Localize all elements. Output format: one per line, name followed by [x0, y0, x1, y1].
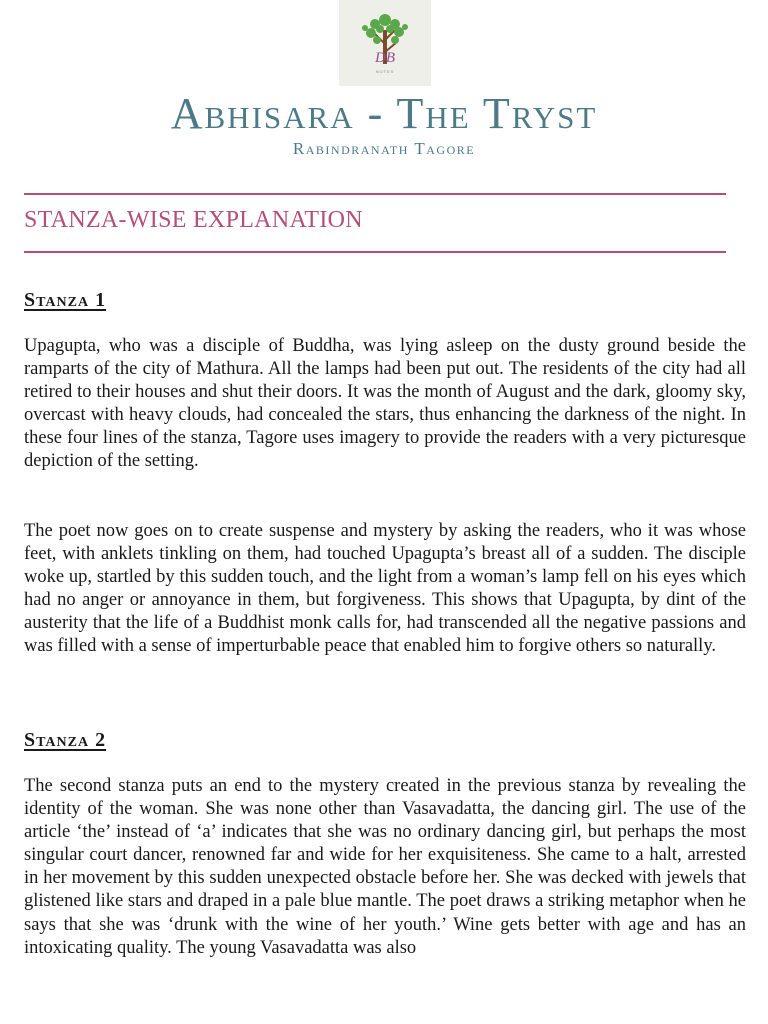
logo-caption: NOTES	[375, 69, 395, 74]
section-heading: STANZA-WISE EXPLANATION	[24, 207, 363, 233]
stanza-2-heading: Stanza 2	[24, 729, 107, 751]
stanza-1-heading: Stanza 1	[24, 289, 107, 311]
tree-logo-icon	[339, 0, 431, 86]
logo	[339, 0, 431, 86]
stanza-1-paragraph-2: The poet now goes on to create suspense and mystery by asking the readers, who it was whose feet, with anklets tinkling on them, had touched Upagupta’s breast all of a sudden. The disciple woke up, startled by this sudden touch, and the light from a woman’s lamp fell on his eyes which had no anger or annoyance in them, but forgiveness. This shows that Upagupta, by dint of the austerity that the life of a Buddhist monk calls for, had transcended all the negative passions and was filled with a sense of imperturbable peace that enabled him to forgive others so naturally.	[24, 521, 746, 657]
stanza-1-paragraph-1: Upagupta, who was a disciple of Buddha, was lying asleep on the dusty ground beside the ramparts of the city of Mathura. All the lamps had been put out. The residents of the city had all retired to their houses and shut their doors. It was the month of August and the dark, gloomy sky, overcast with heavy clouds, had concealed the stars, thus enhancing the darkness of the night. In these four lines of the stanza, Tagore uses imagery to provide the readers with a very picturesque depiction of the setting.	[24, 336, 746, 472]
stanza-2-paragraph-1: The second stanza puts an end to the mystery created in the previous stanza by revealing the identity of the woman. She was none other than Vasavadatta, the dancing girl. The use of the article ‘the’ instead of ‘a’ indicates that she was no ordinary dancing girl, but perhaps the most singular court dancer, renowned far and wide for her exquisiteness. She came to a halt, arrested in her movement by this sudden unexpected obstacle before her. She was decked with jewels that glistened like stars and draped in a pale blue mantle. The poet draws a striking metaphor when he says that she was ‘drunk with the wine of her youth.’ Wine gets better with age and has an intoxicating quality. The young Vasavadatta was also	[24, 776, 746, 958]
author-name: Rabindranath Tagore	[292, 139, 476, 158]
divider-top	[24, 193, 726, 195]
divider-bottom	[24, 251, 726, 253]
logo-initials: DB	[375, 50, 395, 66]
page-title: Abhisara - The Tryst	[170, 89, 598, 138]
